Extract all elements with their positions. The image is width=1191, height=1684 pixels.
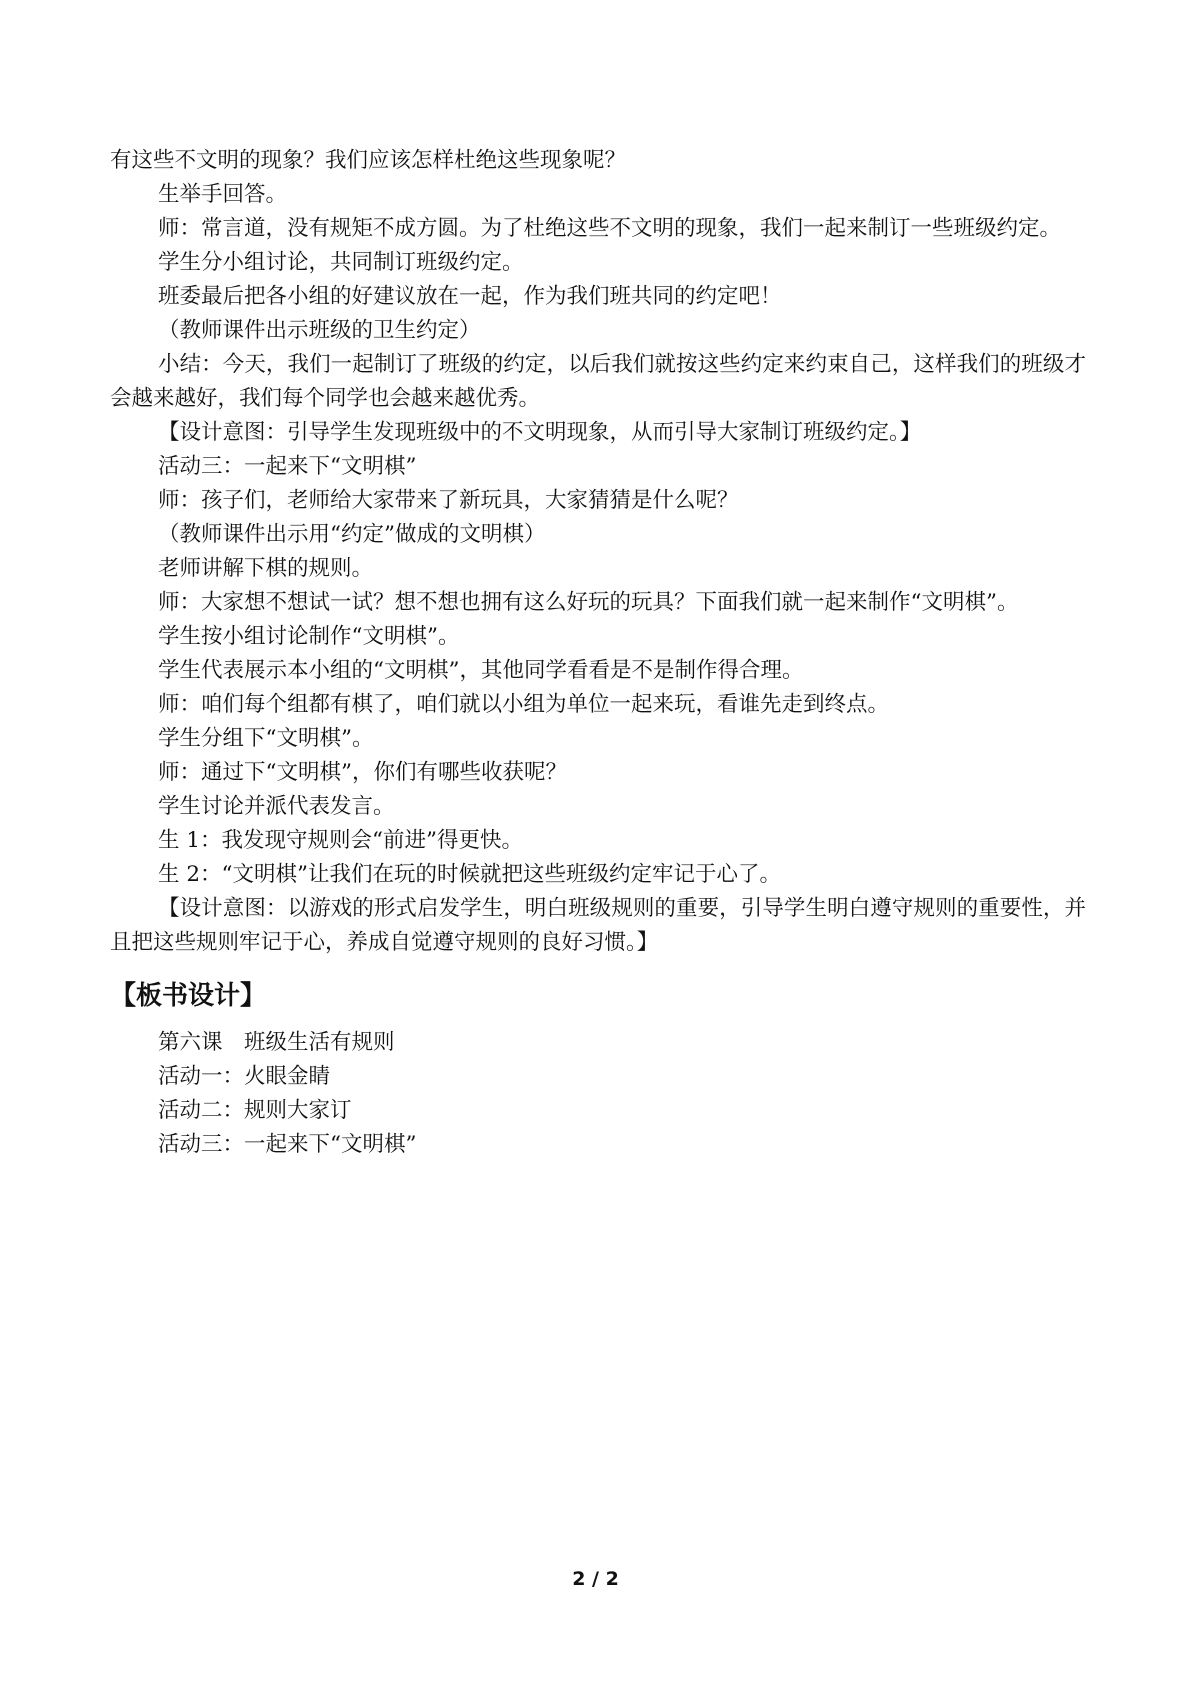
- board-design-line: 活动一：火眼金睛: [158, 1064, 331, 1089]
- paragraph: 学生按小组讨论制作“文明棋”。: [158, 624, 460, 649]
- body-text: [110, 144, 1086, 1162]
- paragraph-summary: 小结：今天，我们一起制订了班级的约定，以后我们就按这些约定来约束自己，这样我们的班级才会越来越好，我们每个同学也会越来越优秀。: [110, 352, 1086, 411]
- student-response: 生 1：我发现守规则会“前进”得更快。: [158, 828, 523, 853]
- board-design-line: 活动二：规则大家订: [158, 1098, 352, 1123]
- board-design-list: [110, 1026, 1086, 1162]
- paragraph: （教师课件出示用“约定”做成的文明棋）: [158, 522, 546, 547]
- paragraph: 学生分组下“文明棋”。: [158, 726, 374, 751]
- student-response: 生 2：“文明棋”让我们在玩的时候就把这些班级约定牢记于心了。: [158, 862, 781, 887]
- paragraph: （教师课件出示班级的卫生约定）: [158, 318, 481, 343]
- paragraph-continuation: 有这些不文明的现象？我们应该怎样杜绝这些现象呢？: [110, 148, 627, 173]
- design-intent-note: 【设计意图：引导学生发现班级中的不文明现象，从而引导大家制订班级约定。】: [158, 420, 922, 445]
- paragraph: 学生代表展示本小组的“文明棋”，其他同学看看是不是制作得合理。: [158, 658, 804, 683]
- page-number: 2 / 2: [572, 1568, 619, 1590]
- paragraph: 生举手回答。: [158, 182, 288, 207]
- paragraph: 学生讨论并派代表发言。: [158, 794, 395, 819]
- paragraph: 师：咱们每个组都有棋了，咱们就以小组为单位一起来玩，看谁先走到终点。: [158, 692, 890, 717]
- paragraph: 师：大家想不想试一试？想不想也拥有这么好玩的玩具？下面我们就一起来制作“文明棋”。: [158, 590, 1019, 615]
- board-design-line: 活动三：一起来下“文明棋”: [158, 1132, 417, 1157]
- board-design-line: 第六课 班级生活有规则: [158, 1030, 395, 1055]
- paragraph: 师：孩子们，老师给大家带来了新玩具，大家猜猜是什么呢？: [158, 488, 739, 513]
- paragraph: 班委最后把各小组的好建议放在一起，作为我们班共同的约定吧！: [158, 284, 782, 309]
- paragraph: 师：通过下“文明棋”，你们有哪些收获呢？: [158, 760, 567, 785]
- paragraph: 学生分小组讨论，共同制订班级约定。: [158, 250, 524, 275]
- activity-heading: 活动三：一起来下“文明棋”: [158, 454, 417, 479]
- design-intent-note: 【设计意图：以游戏的形式启发学生，明白班级规则的重要，引导学生明白遵守规则的重要性，并且把这些规则牢记于心，养成自觉遵守规则的良好习惯。】: [110, 896, 1086, 955]
- board-design-heading: 【板书设计】: [110, 981, 267, 1011]
- paragraph: 老师讲解下棋的规则。: [158, 556, 374, 581]
- paragraph: 师：常言道，没有规矩不成方圆。为了杜绝这些不文明的现象，我们一起来制订一些班级约定。: [158, 216, 1062, 241]
